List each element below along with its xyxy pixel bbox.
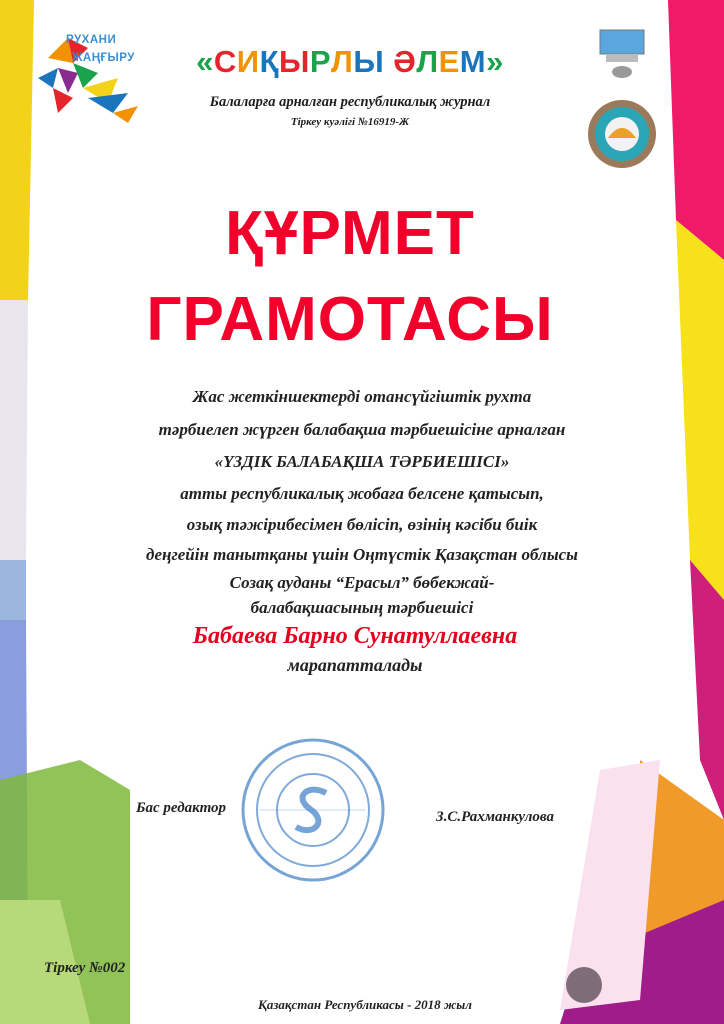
title-letter: «	[196, 44, 214, 79]
official-seal-icon	[238, 735, 388, 885]
magazine-subtitle: Балаларға арналған республикалық журнал	[209, 94, 491, 110]
title-letter: Р	[309, 44, 332, 79]
body-line-8: балабақшасының тәрбиешісі	[250, 598, 474, 617]
title-letter: Л	[331, 44, 354, 79]
footer-text: Қазақстан Республикасы - 2018 жыл	[258, 997, 472, 1012]
body-line-4: атты республикалық жобаға белсене қатысып,	[180, 484, 544, 503]
logo-line-2: ЖАҢҒЫРУ	[72, 52, 135, 64]
title-letter: »	[486, 44, 504, 79]
awarded-text: марапатталады	[287, 655, 423, 675]
heading-line-2: ГРАМОТАСЫ	[146, 285, 554, 354]
title-letter: Ә	[393, 44, 417, 79]
title-letter: Ы	[279, 44, 310, 79]
title-letter: Е	[438, 44, 460, 79]
heading-line-1: ҚҰРМЕТ	[225, 199, 475, 268]
title-letter: И	[236, 44, 260, 79]
title-letter: Л	[416, 44, 439, 79]
medal-emblem-icon	[584, 26, 664, 176]
title-letter	[384, 44, 393, 80]
signature-role: Бас редактор	[136, 800, 227, 816]
body-line-1: Жас жеткіншектерді отансүйгіштік рухта	[192, 387, 532, 406]
body-line-5: озық тәжірибесімен бөлісіп, өзінің кәсіби биік	[186, 515, 538, 534]
body-line-3: «ҮЗДІК БАЛАБАҚША ТӘРБИЕШІСІ»	[214, 452, 510, 471]
signature-name: З.С.Рахманкулова	[436, 809, 554, 825]
title-letter: Ы	[353, 44, 385, 79]
registry-number: Тіркеу №002	[44, 960, 126, 976]
body-line-7: Созақ ауданы “Ерасыл” бөбекжай-	[229, 573, 495, 592]
title-letter: Қ	[259, 44, 279, 79]
magazine-title	[180, 44, 520, 80]
title-letter: С	[213, 44, 237, 79]
body-line-2: тәрбиелеп жүрген балабақша тәрбиешісіне арналған	[158, 420, 566, 439]
awardee-name: Бабаева Барно Сунатуллаевна	[192, 623, 518, 649]
body-line-6: деңгейін танытқаны үшін Оңтүстік Қазақстан облысы	[146, 545, 578, 564]
title-letter: М	[459, 44, 487, 79]
logo-line-1: РУХАНИ	[66, 34, 117, 46]
registration-number: Тіркеу куәлігі №16919-Ж	[290, 116, 410, 128]
